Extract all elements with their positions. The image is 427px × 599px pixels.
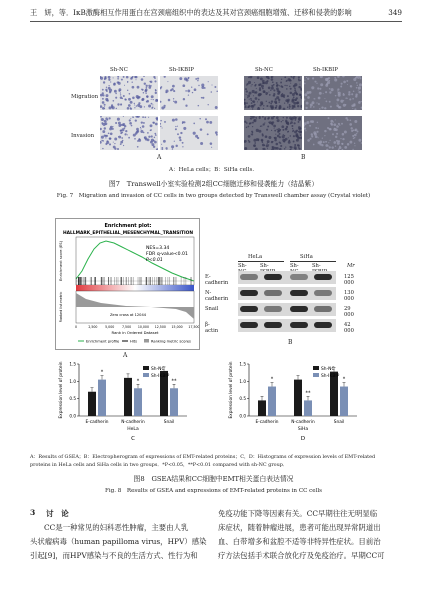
wb-mr-snail: 29 000	[344, 306, 354, 318]
running-title: 王 妍，等．IκB激酶相互作用蛋白在宫颈癌组织中的表达及其对宫颈癌细胞增殖、迁移和侵袭的影响	[30, 8, 352, 17]
row-label-invasion: Invasion	[71, 133, 95, 139]
wb-row-actin	[238, 319, 336, 332]
col-label-siha-shnc: Sh-NC	[255, 67, 273, 73]
significance-mark: **	[305, 390, 311, 397]
page-number: 349	[388, 8, 402, 17]
col-label-hela-shikbip: Sh-IKBIP	[169, 67, 194, 73]
wb-hela-rule	[238, 261, 284, 262]
section-number: 3	[30, 508, 36, 517]
wb-label-actin: β-actin	[205, 322, 219, 334]
gsea-legend-profile: Enrichment profile	[86, 339, 120, 344]
wb-row-ncad	[238, 287, 336, 300]
bar	[134, 388, 142, 416]
wb-mr-ncad: 130 000	[344, 290, 354, 302]
wb-cellline-siha: SiHa	[300, 254, 313, 260]
wb-mr-ecad: 125 000	[344, 274, 354, 286]
gsea-xtick-label: 12,500	[154, 325, 166, 329]
significance-mark: *	[270, 376, 274, 383]
bar	[340, 387, 348, 416]
y-tick-label: 1.0	[239, 378, 246, 384]
gsea-legend-metric: Ranking metric scores	[151, 339, 191, 344]
wb-group-4: Sh-	[312, 263, 321, 269]
wb-group-2: Sh-	[260, 263, 269, 269]
x-tick-label: Snail	[333, 420, 345, 425]
bar-chart-hela	[55, 358, 205, 446]
y-tick-label: 0.5	[69, 396, 76, 402]
x-tick-label: E-cadherin	[255, 420, 279, 425]
body-left-column	[30, 521, 210, 563]
y-tick-label: 1.5	[239, 361, 246, 367]
significance-mark: *	[342, 376, 346, 383]
wb-label-ncad: N-cadherin	[205, 290, 229, 302]
wb-row-ecad	[238, 271, 336, 284]
gsea-enrichment-curve	[76, 241, 194, 281]
bar	[170, 388, 178, 416]
wb-label-snail: Snail	[205, 306, 219, 312]
body-right-line: 血、白带增多和盆腔不适等非特异性症状。目前治	[218, 537, 381, 546]
micrograph-siha-shikbip-migration	[304, 76, 362, 110]
significance-mark: *	[100, 369, 104, 376]
body-right-column	[218, 507, 398, 563]
gsea-xticks	[75, 325, 199, 329]
bar	[294, 380, 302, 416]
legend-swatch	[143, 373, 149, 377]
x-tick-label: N-cadherin	[291, 420, 315, 425]
fig7-subcaption: A：HeLa cells；B：SiHa cells．	[169, 167, 258, 173]
gsea-xtick-label: 10,000	[137, 325, 149, 329]
gsea-p: P<0.01	[146, 258, 163, 263]
cell-line-label: HeLa	[127, 427, 139, 432]
x-tick-label: N-cadherin	[121, 420, 145, 425]
y-tick-label: 0.0	[239, 413, 246, 419]
wb-group-3: Sh-	[290, 263, 299, 269]
fig8-legend-line1: A：Results of GSEA；B：Electropherogram of expressions of EMT-related proteins；C，D：Histograms of expression levels of EMT-related	[30, 454, 376, 460]
body-right-line: 免疫功能下降等因素有关。CC早期往往无明显临	[218, 509, 378, 518]
gsea-nes: NES=3.34	[146, 246, 170, 251]
bar	[98, 380, 106, 416]
legend-swatch	[313, 366, 319, 370]
body-right-line: 床症状，随着肿瘤进展，患者可能出现异常阴道出	[218, 523, 381, 532]
bar-chart-siha	[225, 358, 375, 446]
wb-mr-label: Mr	[347, 263, 355, 269]
gsea-xtick-label: 5,000	[105, 325, 115, 329]
wb-label-ecad: E-cadherin	[205, 274, 229, 286]
legend-swatch	[143, 366, 149, 370]
figure-7	[0, 0, 427, 205]
micrograph-siha-shnc-invasion	[244, 116, 302, 150]
legend-label: Sh-IKBIP	[321, 373, 340, 379]
y-tick-label: 0.5	[239, 396, 246, 402]
bar	[304, 400, 312, 416]
micrograph-siha-shnc-migration	[244, 76, 302, 110]
legend-label: Sh-NC	[321, 366, 335, 372]
fig7-caption-cn: 图7 Transwell小室实验检测2组CC细胞迁移和侵袭能力（结晶紫）	[108, 180, 319, 188]
wb-cellline-hela: HeLa	[248, 254, 263, 260]
x-tick-label: E-cadherin	[85, 420, 109, 425]
wb-panel-label: B	[288, 339, 293, 346]
col-label-hela-shnc: Sh-NC	[110, 67, 128, 73]
legend-label: Sh-IKBIP	[151, 373, 170, 379]
panel-label: C	[131, 436, 135, 442]
bar	[124, 378, 132, 416]
body-left-line: 引起[9]，而HPV感染与不良的生活方式、性行为和	[30, 551, 198, 560]
body-right-line: 疗方法包括手术联合放化疗及免疫治疗。早期CC可	[218, 551, 385, 560]
legend-swatch	[313, 373, 319, 377]
fig7-caption-en: Fig. 7 Migration and invasion of CC cells in two groups detected by Transwell chamber assay (Crystal violet)	[56, 193, 371, 199]
gsea-title: Enrichment plot:	[104, 223, 152, 229]
gsea-xtick-label: 0	[74, 325, 78, 329]
gsea-subtitle: HALLMARK_EPITHELIAL_MESENCHYMAL_TRANSITION	[62, 231, 194, 236]
gsea-legend-hits: Hits	[130, 339, 137, 344]
gsea-xtick-label: 15,000	[171, 325, 183, 329]
body-left-line: CC是一种常见的妇科恶性肿瘤，主要由人乳	[44, 523, 189, 532]
panel-label: D	[300, 436, 306, 442]
micrograph-hela-shnc-migration	[100, 76, 158, 110]
gsea-xtick-label: 17,500	[188, 325, 199, 329]
panel-label-b: B	[301, 154, 306, 161]
micrograph-siha-shikbip-invasion	[304, 116, 362, 150]
y-tick-label: 1.5	[69, 361, 76, 367]
gsea-ylabel-es: Enrichment score (ES)	[59, 241, 63, 281]
gsea-panel-label: A	[123, 352, 128, 359]
gsea-ylabel-metric: Ranked list metric	[59, 291, 63, 323]
wb-siha-rule	[290, 261, 336, 262]
panel-label-a: A	[157, 154, 162, 161]
body-left-line: 头状瘤病毒（human papilloma virus，HPV）感染	[30, 537, 207, 546]
gsea-fdr: FDR q-value<0.01	[146, 252, 188, 257]
y-tick-label: 0.0	[69, 413, 76, 419]
gsea-enrichment-plot	[55, 218, 200, 350]
legend-label: Sh-NC	[151, 366, 165, 372]
row-label-migration: Migration	[71, 94, 99, 100]
gsea-xtick-label: 7,500	[122, 325, 132, 329]
gsea-rank-gradient	[76, 285, 194, 291]
cell-line-label: SiHa	[297, 427, 309, 432]
wb-group-1: Sh-	[238, 263, 247, 269]
gsea-xtick-label: 2,500	[88, 325, 98, 329]
fig8-caption-en: Fig. 8 Results of GSEA and expressions of EMT-related proteins in CC cells	[104, 488, 323, 494]
bar	[258, 400, 266, 416]
fig8-legend-line2: proteins in HeLa cells and SiHa cells in two groups．*P<0.05，**P<0.01 compared with sh-NC group．	[30, 462, 288, 468]
legend-metric-swatch	[144, 339, 149, 343]
bar	[88, 392, 96, 416]
y-axis-label: Expression level of protein	[229, 361, 234, 419]
y-tick-label: 1.0	[69, 378, 76, 384]
wb-mr-actin: 42 000	[344, 322, 354, 334]
micrograph-hela-shikbip-migration	[160, 76, 218, 110]
micrograph-hela-shnc-invasion	[100, 116, 158, 150]
x-tick-label: Snail	[163, 420, 175, 425]
y-axis-label: Expression level of protein	[59, 361, 64, 419]
significance-mark: **	[171, 378, 177, 385]
micrograph-hela-shikbip-invasion	[160, 116, 218, 150]
fig8-caption-cn: 图8 GSEA结果和CC细胞中EMT相关蛋白表达情况	[133, 475, 294, 483]
wb-row-snail	[238, 303, 336, 316]
bar	[268, 387, 276, 416]
significance-mark: *	[136, 378, 140, 385]
col-label-siha-shikbip: Sh-IKBIP	[313, 67, 338, 73]
gsea-xlabel: Rank in Ordered Dataset	[111, 330, 159, 335]
gsea-zero-cross: Zero cross at 12044	[109, 313, 147, 317]
section-title: 讨 论	[46, 509, 69, 518]
